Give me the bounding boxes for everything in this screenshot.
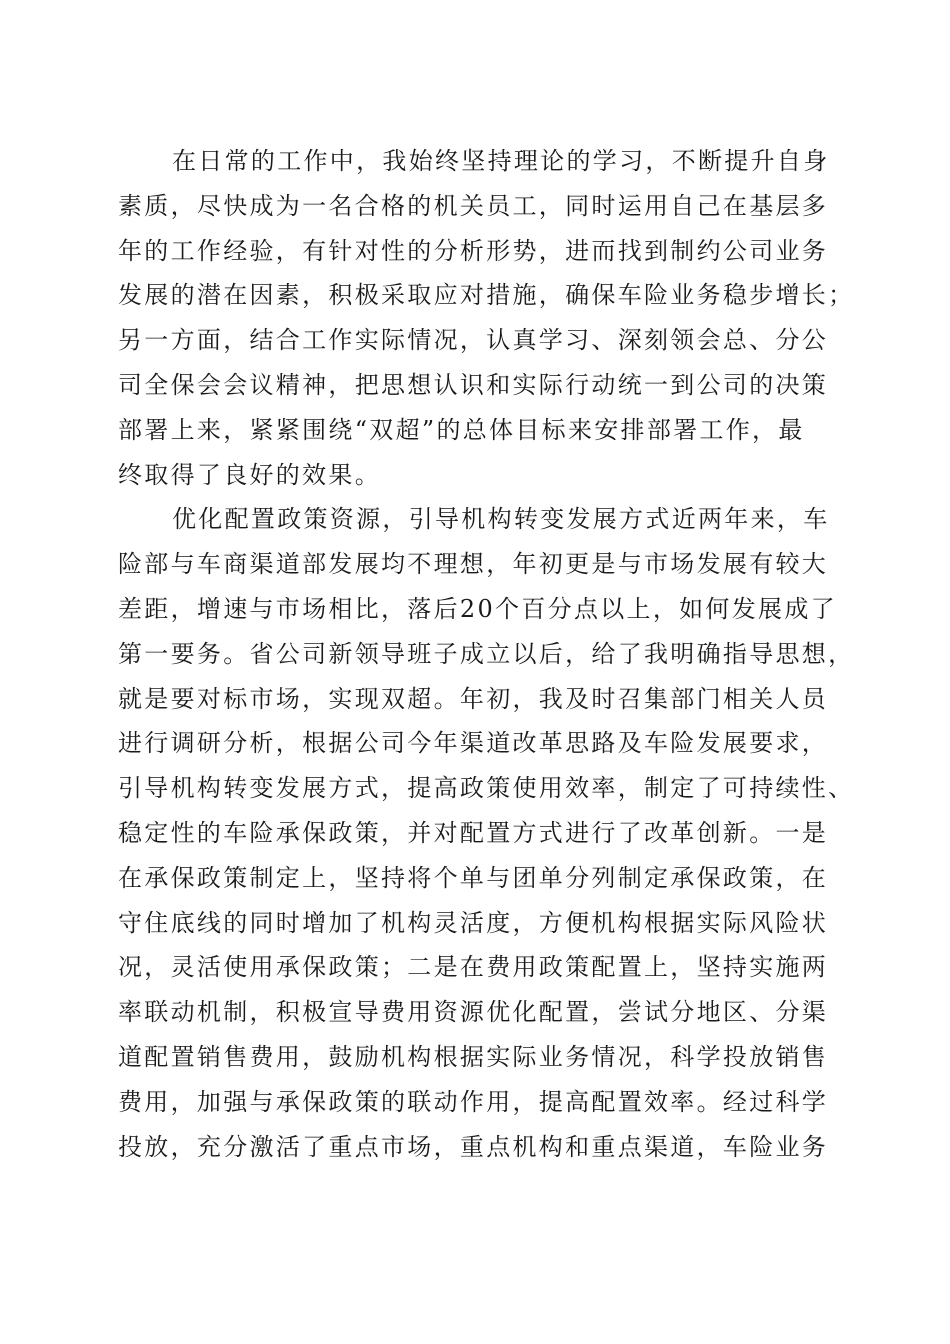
paragraph-1 [118,139,855,497]
text-line: 年的工作经验，有针对性的分析形势，进而找到制约公司业务 [118,236,829,265]
text-line: 就是要对标市场，实现双超。年初，我及时召集部门相关人员 [118,684,829,713]
text-line: 投放，充分激活了重点市场，重点机构和重点渠道，车险业务 [118,1132,829,1161]
text-line: 况，灵活使用承保政策；二是在费用政策配置上，坚持实施两 [118,953,829,982]
text-line: 进行调研分析，根据公司今年渠道改革思路及车险发展要求， [118,729,829,758]
paragraph-2 [118,497,855,1169]
text-line: 道配置销售费用，鼓励机构根据实际业务情况，科学投放销售 [118,1042,829,1071]
text-line: 在日常的工作中，我始终坚持理论的学习，不断提升自身 [172,147,830,175]
text-line: 终取得了良好的效果。 [118,460,381,489]
text-line: 另一方面，结合工作实际情况，认真学习、深刻领会总、分公 [118,326,829,355]
text-line: 司全保会会议精神，把思想认识和实际行动统一到公司的决策 [118,370,829,399]
document-body [118,139,855,1169]
text-line: 差距，增速与市场相比，落后20个百分点以上，如何发展成了 [118,594,837,623]
text-line: 率联动机制，积极宣导费用资源优化配置，尝试分地区、分渠 [118,998,829,1027]
text-line: 守住底线的同时增加了机构灵活度，方便机构根据实际风险状 [118,908,829,937]
text-line: 发展的潜在因素，积极采取应对措施，确保车险业务稳步增长； [118,281,855,310]
text-line: 部署上来，紧紧围绕“双超”的总体目标来安排部署工作，最 [118,415,805,444]
text-line: 稳定性的车险承保政策，并对配置方式进行了改革创新。一是 [118,818,829,847]
text-line: 素质，尽快成为一名合格的机关员工，同时运用自己在基层多 [118,191,829,220]
text-line: 引导机构转变发展方式，提高政策使用效率，制定了可持续性、 [118,774,855,803]
text-line: 费用，加强与承保政策的联动作用，提高配置效率。经过科学 [118,1087,829,1116]
text-line: 在承保政策制定上，坚持将个单与团单分列制定承保政策，在 [118,863,829,892]
text-line: 优化配置政策资源，引导机构转变发展方式近两年来，车 [172,505,830,534]
text-line: 第一要务。省公司新领导班子成立以后，给了我明确指导思想， [118,639,855,668]
text-line: 险部与车商渠道部发展均不理想，年初更是与市场发展有较大 [118,550,829,579]
